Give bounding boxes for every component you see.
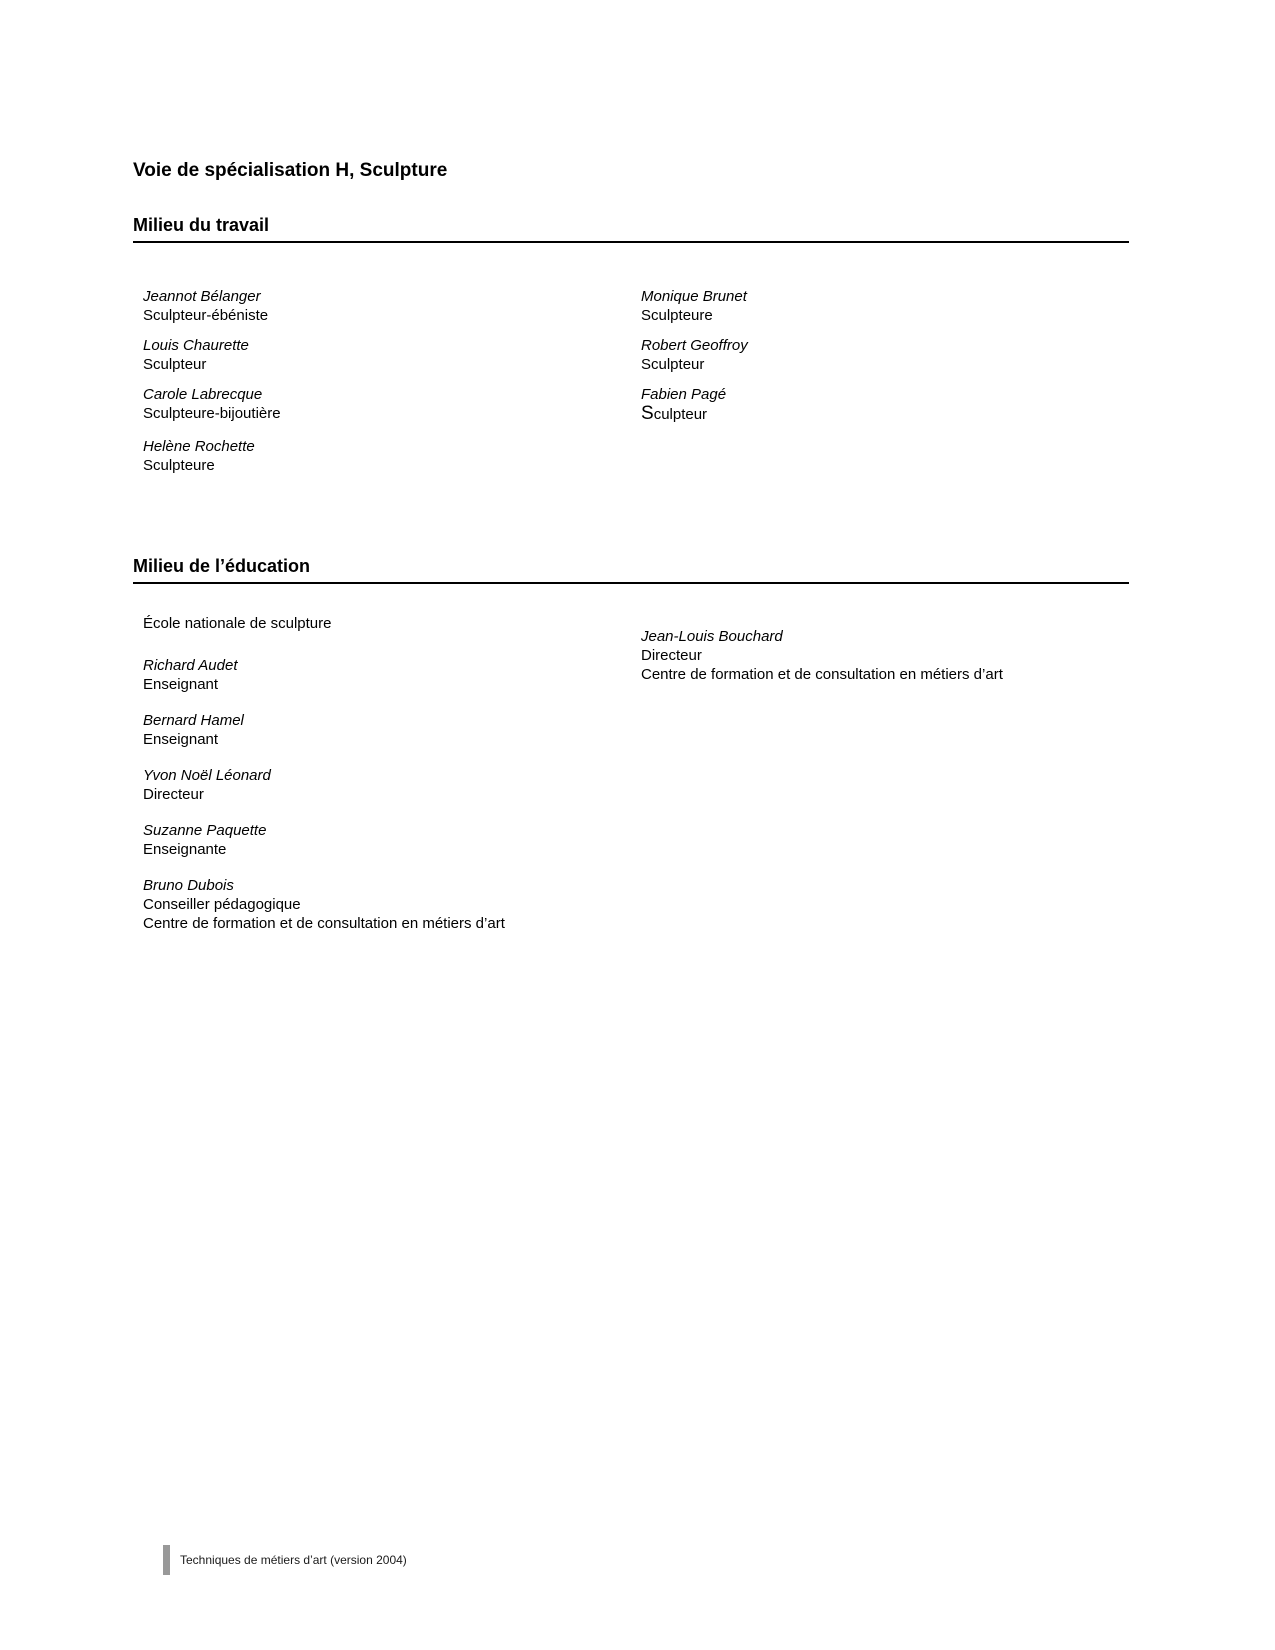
- person-role: [641, 404, 1129, 424]
- person-name: Suzanne Paquette: [143, 822, 267, 839]
- work-left-column: [133, 287, 631, 486]
- person-entry: [133, 287, 631, 325]
- section-heading-milieu-du-travail: Milieu du travail: [133, 215, 1129, 243]
- person-name: Bruno Dubois: [143, 877, 234, 894]
- person-role: Enseignante: [143, 841, 227, 858]
- person-role-rest: culpteur: [653, 406, 708, 423]
- person-entry: [133, 876, 631, 933]
- person-name: Fabien Pagé: [641, 386, 727, 403]
- person-organization: Centre de formation et de consultation en métiers d’art: [641, 666, 1003, 683]
- person-name: Louis Chaurette: [143, 337, 249, 354]
- person-organization: Centre de formation et de consultation en métiers d’art: [143, 915, 505, 932]
- person-entry: [133, 437, 631, 475]
- person-entry: [133, 821, 631, 859]
- person-name: Jeannot Bélanger: [143, 288, 261, 305]
- person-entry: [133, 385, 631, 423]
- person-name: Richard Audet: [143, 657, 238, 674]
- school-name: École nationale de sculpture: [143, 615, 332, 632]
- work-right-column: [631, 287, 1129, 435]
- person-name: Monique Brunet: [641, 288, 747, 305]
- education-section-columns: [133, 614, 1129, 933]
- person-entry: [631, 627, 1129, 684]
- footer-accent-bar: [163, 1545, 170, 1575]
- person-entry: [133, 656, 631, 694]
- person-role: Enseignant: [143, 676, 219, 693]
- person-entry: [631, 287, 1129, 325]
- person-role: Sculpteure: [143, 457, 215, 474]
- person-role: Sculpteur: [143, 356, 207, 373]
- person-role: Conseiller pédagogique: [143, 896, 301, 913]
- footer-text: Techniques de métiers d’art (version 2004): [180, 1553, 407, 1567]
- person-entry: [133, 711, 631, 749]
- education-right-column: [631, 614, 1129, 701]
- section-heading-milieu-de-l-education: Milieu de l’éducation: [133, 556, 1129, 584]
- person-name: Bernard Hamel: [143, 712, 244, 729]
- person-role: Directeur: [143, 786, 204, 803]
- person-name: Carole Labrecque: [143, 386, 263, 403]
- person-name: Jean-Louis Bouchard: [641, 628, 783, 645]
- page-content: [133, 160, 1129, 933]
- person-name: Helène Rochette: [143, 438, 255, 455]
- person-role: Sculpteure: [641, 307, 713, 324]
- person-entry: [631, 385, 1129, 424]
- person-entry: [133, 766, 631, 804]
- person-role: Enseignant: [143, 731, 219, 748]
- person-name: Robert Geoffroy: [641, 337, 748, 354]
- person-name: Yvon Noël Léonard: [143, 767, 271, 784]
- person-entry: [631, 336, 1129, 374]
- education-left-column: [133, 614, 631, 933]
- person-entry: [133, 336, 631, 374]
- person-role: Directeur: [641, 647, 702, 664]
- person-role-initial: S: [641, 403, 654, 424]
- work-section-columns: [133, 287, 1129, 486]
- person-role: Sculpteur-ébéniste: [143, 307, 269, 324]
- page-title: Voie de spécialisation H, Sculpture: [133, 160, 448, 181]
- person-role: Sculpteure-bijoutière: [143, 405, 281, 422]
- person-role: Sculpteur: [641, 356, 705, 373]
- page-footer: [163, 1545, 407, 1575]
